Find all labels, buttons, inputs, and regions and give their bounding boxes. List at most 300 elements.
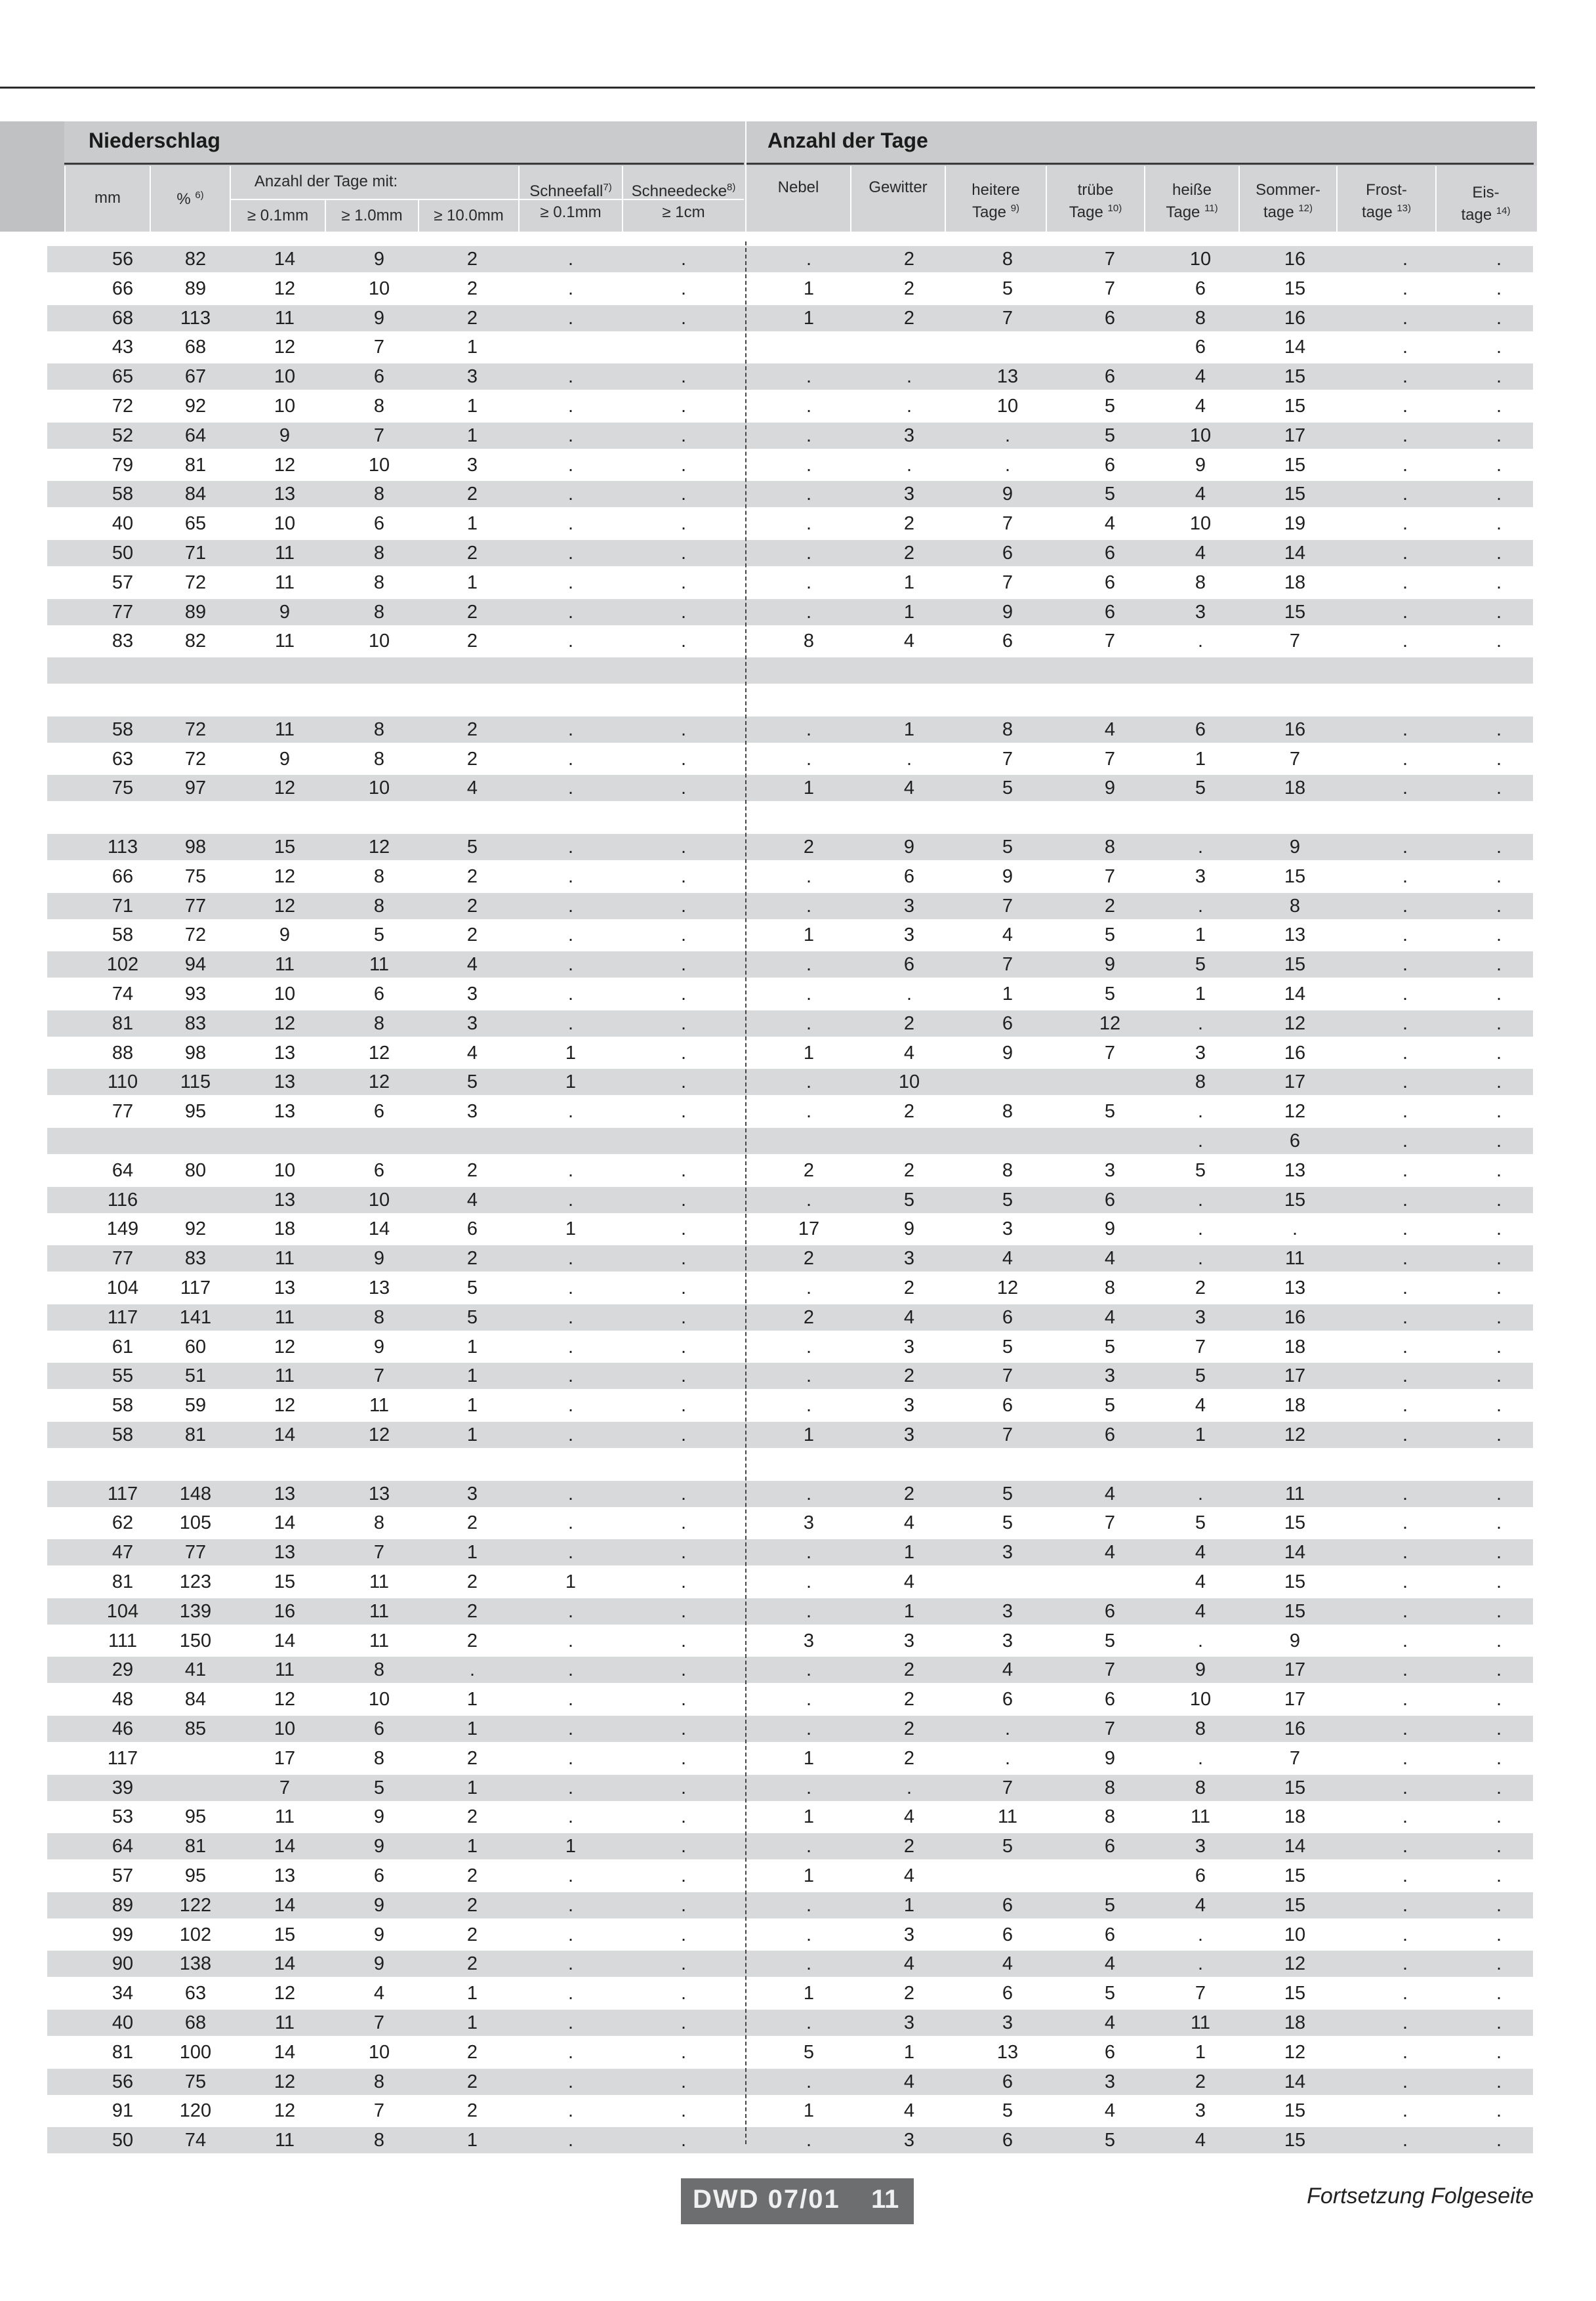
table-cell: . [680,513,687,535]
table-row [47,452,1533,478]
table-cell: 12 [1284,1953,1306,1975]
table-cell: 102 [179,1924,212,1945]
table-cell: 7 [373,1542,385,1564]
table-cell: . [806,2071,812,2092]
table-cell: . [680,1659,687,1681]
table-cell: . [680,1777,687,1798]
table-cell: 11 [369,954,390,976]
table-cell: 2 [466,631,478,652]
table-cell: 7 [373,2100,385,2122]
table-cell: . [806,396,812,417]
table-cell: 1 [565,1571,577,1592]
table-cell: 4 [1104,1542,1116,1564]
table-cell: 9 [279,601,291,623]
table-cell: 1 [803,1042,815,1064]
table-cell: 10 [368,278,390,299]
table-cell: 15 [1284,278,1306,299]
table-cell: . [1402,1689,1408,1710]
table-cell: 11 [274,954,295,976]
table-row [47,1010,1533,1037]
table-cell: 71 [112,895,134,917]
table-cell: 14 [1284,1542,1306,1564]
table-cell: 2 [903,1836,915,1857]
table-cell: 12 [368,837,390,858]
table-cell: 10 [1189,513,1212,535]
table-cell: 4 [1104,513,1116,535]
table-cell: 2 [466,865,478,887]
table-cell: 5 [1002,278,1013,299]
table-cell: 6 [373,984,385,1005]
table-cell: 17 [1284,1365,1306,1387]
table-cell: 110 [107,1071,138,1093]
table-cell: 83 [112,631,134,652]
table-cell: 79 [112,454,134,476]
table-cell: . [1496,1865,1502,1886]
table-cell: 2 [903,1365,915,1387]
table-cell: 64 [184,425,207,446]
table-cell: 65 [184,513,207,535]
table-cell: 3 [1195,1042,1206,1064]
table-cell: 3 [903,1924,915,1945]
table-cell: 8 [373,1306,385,1328]
table-cell: 9 [903,1218,915,1240]
table-cell: 15 [1284,1777,1306,1798]
table-cell: 11 [274,2012,295,2033]
table-cell: 15 [274,1571,296,1592]
table-cell: . [1496,865,1502,887]
table-row [47,423,1533,449]
table-cell: . [680,1042,687,1064]
table-cell: 9 [373,1806,385,1828]
table-cell: . [1496,1130,1502,1151]
table-cell: . [1402,1012,1408,1034]
table-cell: . [567,748,574,770]
table-cell: 13 [274,1101,296,1123]
table-cell: 12 [368,1042,390,1064]
table-cell: . [1197,631,1204,652]
table-cell: 6 [1104,543,1116,564]
table-cell: . [680,1512,687,1534]
table-cell: 68 [184,337,207,358]
table-cell: 9 [373,249,385,270]
table-cell: . [1402,1630,1408,1651]
table-cell: 4 [1104,1483,1116,1504]
table-row [47,922,1533,948]
table-cell: 8 [373,865,385,887]
table-cell: . [1496,718,1502,740]
table-cell: 15 [1284,865,1306,887]
table-cell: 7 [1104,278,1116,299]
table-cell: 58 [112,1395,134,1417]
table-cell: . [906,454,912,476]
table-row [47,1334,1533,1360]
table-cell: 61 [112,1336,134,1358]
table-cell: . [680,1924,687,1945]
table-cell: 17 [1284,1659,1306,1681]
table-cell: . [567,1894,574,1916]
table-cell: . [567,1395,574,1417]
table-cell: 14 [1284,1836,1306,1857]
table-cell: 2 [903,1483,915,1504]
col-header-anzahl-tage-mit: Anzahl der Tage mit: [254,173,398,190]
table-cell: 58 [112,1424,134,1445]
table-cell: . [1402,1659,1408,1681]
table-cell: 10 [368,777,390,799]
table-row [47,1128,1533,1154]
table-row [47,1275,1533,1301]
table-cell: 6 [1002,2130,1013,2151]
table-cell: 13 [368,1277,390,1298]
table-row [47,334,1533,360]
table-cell: . [567,2071,574,2092]
table-cell: 2 [903,1012,915,1034]
table-cell: . [1402,1042,1408,1064]
col-header-schneedecke-sub: ≥ 1cm [662,203,705,221]
table-cell: 3 [1104,1365,1116,1387]
table-cell: . [680,454,687,476]
table-cell: . [1197,1218,1204,1240]
table-cell: 7 [1104,1659,1116,1681]
table-cell: 65 [112,366,134,388]
table-cell: 6 [1104,2041,1116,2063]
badge-text: DWD 07/01 [693,2185,840,2214]
table-cell: . [567,777,574,799]
table-cell: 39 [112,1777,134,1798]
table-cell: 2 [903,1718,915,1739]
table-cell: . [1496,1189,1502,1211]
table-cell: . [680,1689,687,1710]
table-cell: 9 [279,748,291,770]
table-cell: . [567,1424,574,1445]
table-cell: 77 [112,1101,134,1123]
table-cell: . [1496,1071,1502,1093]
table-cell: . [680,865,687,887]
table-cell: 14 [274,1894,296,1916]
table-cell: 5 [1195,777,1206,799]
table-row [47,1833,1533,1859]
table-cell: . [1402,1865,1408,1886]
table-cell: . [1402,278,1408,299]
table-cell: 3 [1195,2100,1206,2122]
table-cell: . [567,1101,574,1123]
table-cell: 9 [1002,484,1013,505]
table-cell: . [1197,1189,1204,1211]
table-cell: 4 [1195,1600,1206,1622]
table-cell: . [806,984,812,1005]
table-cell: 7 [1002,748,1013,770]
table-cell: 10 [898,1071,920,1093]
table-cell: 14 [274,1836,296,1857]
table-cell: 75 [184,2071,207,2092]
table-row [47,599,1533,625]
table-cell: . [1004,1747,1011,1769]
table-row [47,2069,1533,2095]
table-cell: 59 [184,1395,207,1417]
table-cell: . [806,1836,812,1857]
col-header-mm: mm [94,189,121,207]
col-header-truebe-tage: trübe Tage $^{10)}$ [1069,181,1122,221]
table-cell: 7 [1104,865,1116,887]
table-cell: 5 [1002,1336,1013,1358]
table-cell: . [1496,2100,1502,2122]
table-cell: 1 [466,425,478,446]
table-cell: 141 [179,1306,212,1328]
table-cell: 74 [184,2130,207,2151]
table-cell: 56 [112,2071,134,2092]
table-row [47,1745,1533,1772]
table-cell: 40 [112,2012,134,2033]
table-row [47,1304,1533,1331]
table-cell: . [1402,1718,1408,1739]
table-cell: 9 [373,1894,385,1916]
table-row [47,1951,1533,1977]
table-cell: . [567,1542,574,1564]
table-cell: 2 [903,249,915,270]
table-cell: 12 [996,1277,1019,1298]
table-cell: . [1402,396,1408,417]
table-cell: . [680,2041,687,2063]
table-row [47,1187,1533,1213]
table-cell: 58 [112,924,134,946]
table-cell: 2 [903,1983,915,2004]
table-cell: 34 [112,1983,134,2004]
table-cell: 2 [466,1571,478,1592]
table-cell: 13 [274,1542,296,1564]
table-cell: 4 [903,1865,915,1886]
table-cell: 8 [1289,895,1301,917]
table-cell: . [567,425,574,446]
table-cell: 99 [112,1924,134,1945]
col-header-schneedecke: Schneedecke$^{8)}$ [631,182,736,200]
table-cell: 13 [996,2041,1019,2063]
table-cell: 1 [466,1395,478,1417]
table-cell: . [680,366,687,388]
table-cell: 3 [1104,1159,1116,1181]
table-cell: 15 [1284,1571,1306,1592]
table-row [47,1539,1533,1565]
table-cell: 41 [184,1659,207,1681]
table-cell: 15 [1284,601,1306,623]
page-number: 11 [871,2185,899,2214]
table-cell: 2 [466,1630,478,1651]
table-cell: . [1496,1012,1502,1034]
table-cell: 17 [798,1218,820,1240]
table-cell: . [680,2071,687,2092]
table-cell: . [680,631,687,652]
table-cell: 10 [274,396,296,417]
table-cell: 81 [112,1012,134,1034]
table-cell: 82 [184,631,207,652]
table-cell: 1 [803,924,815,946]
table-cell: 6 [373,1865,385,1886]
table-cell: . [680,1189,687,1211]
table-cell: 15 [1284,366,1306,388]
table-cell: . [680,1101,687,1123]
table-cell: . [680,1071,687,1093]
table-cell: . [567,249,574,270]
table-cell: 120 [179,2100,212,2122]
table-cell: 5 [373,924,385,946]
table-cell: 1 [903,1600,915,1622]
table-cell: 5 [1002,1836,1013,1857]
table-cell: . [1402,1806,1408,1828]
table-cell: 7 [373,337,385,358]
table-cell: . [1496,2012,1502,2033]
table-cell: 11 [274,1306,295,1328]
table-cell: 81 [112,1571,134,1592]
table-cell: 3 [1002,1630,1013,1651]
table-cell: 2 [466,307,478,329]
table-cell: . [806,366,812,388]
table-cell: 8 [373,543,385,564]
table-cell: . [806,2012,812,2033]
table-cell: 7 [373,1365,385,1387]
table-cell: 94 [184,954,207,976]
table-cell: 7 [1104,249,1116,270]
table-cell: 3 [466,1101,478,1123]
table-cell: 10 [1189,425,1212,446]
table-cell: . [1496,1101,1502,1123]
table-cell: . [1496,1806,1502,1828]
table-cell: 16 [1284,1306,1306,1328]
table-cell: 111 [108,1630,138,1651]
table-cell: . [1496,1248,1502,1270]
table-cell: . [567,954,574,976]
table-cell: 9 [903,837,915,858]
table-cell: 12 [1284,1101,1306,1123]
table-cell: 9 [373,1248,385,1270]
table-cell: 1 [1195,1424,1206,1445]
table-cell: 17 [1284,1689,1306,1710]
table-cell: 4 [903,631,915,652]
table-row [47,246,1533,272]
table-cell: 102 [106,954,139,976]
table-cell: 6 [1002,631,1013,652]
table-cell: . [1496,1395,1502,1417]
table-cell: 6 [1002,1983,1013,2004]
table-cell: 105 [179,1512,212,1534]
table-cell: . [680,1395,687,1417]
table-cell: 8 [373,484,385,505]
table-cell: . [1402,1894,1408,1916]
table-cell: 81 [184,1836,207,1857]
table-cell: . [1402,454,1408,476]
table-cell: 13 [274,1483,296,1504]
table-cell: . [1496,954,1502,976]
table-cell: 14 [274,249,296,270]
table-cell: 1 [466,1424,478,1445]
table-cell: 7 [1104,1042,1116,1064]
table-cell: 51 [184,1365,207,1387]
table-cell: . [806,954,812,976]
table-cell: 13 [274,1189,296,1211]
table-cell: 14 [1284,543,1306,564]
table-cell: 8 [1104,1277,1116,1298]
table-cell: . [680,1630,687,1651]
table-cell: 2 [466,1512,478,1534]
table-cell: . [1197,1747,1204,1769]
table-cell: 6 [1002,1012,1013,1034]
table-cell: . [1402,748,1408,770]
table-cell: . [806,571,812,593]
table-cell: 4 [903,1571,915,1592]
table-row [47,834,1533,860]
table-row [47,2127,1533,2153]
section-title-anzahl-tage: Anzahl der Tage [767,129,928,152]
table-cell: . [567,2041,574,2063]
table-cell: 77 [184,895,207,917]
table-cell: 15 [1284,1512,1306,1534]
table-cell: . [680,1718,687,1739]
table-cell: 1 [903,571,915,593]
table-cell: . [567,1718,574,1739]
table-cell: 6 [466,1218,478,1240]
table-cell: 11 [274,571,295,593]
table-cell: 13 [274,1042,296,1064]
table-cell: 10 [996,396,1019,417]
table-cell: . [906,748,912,770]
table-cell: 13 [1284,1277,1306,1298]
table-cell: 3 [1002,1218,1013,1240]
table-cell: . [1402,425,1408,446]
table-cell: 7 [1195,1336,1206,1358]
table-cell: 3 [903,1424,915,1445]
table-cell: . [680,984,687,1005]
table-cell: . [1402,1924,1408,1945]
table-cell: 6 [1104,1924,1116,1945]
table-row [47,1363,1533,1389]
table-cell: . [806,1101,812,1123]
table-cell: . [806,513,812,535]
table-cell: 8 [1195,1718,1206,1739]
table-cell: 5 [1104,396,1116,417]
table-cell: 4 [1195,543,1206,564]
table-cell: 3 [803,1512,815,1534]
table-row [47,1922,1533,1948]
table-cell: 52 [112,425,134,446]
table-cell: . [1402,307,1408,329]
table-cell: 93 [184,984,207,1005]
table-cell: 14 [274,1424,296,1445]
table-cell: 4 [1104,1306,1116,1328]
table-cell: 1 [466,1542,478,1564]
table-cell: 4 [1195,366,1206,388]
table-cell: 9 [373,1953,385,1975]
table-cell: 1 [803,307,815,329]
table-cell: . [680,1542,687,1564]
table-cell: 3 [903,2012,915,2033]
table-cell: 7 [1104,1718,1116,1739]
table-row [47,1628,1533,1654]
table-cell: 5 [1195,1365,1206,1387]
table-cell: 12 [274,1983,296,2004]
table-cell: 2 [466,1924,478,1945]
table-cell: 8 [1104,1806,1116,1828]
table-cell: 3 [1195,1836,1206,1857]
table-cell: . [680,2100,687,2122]
table-cell: . [1496,2041,1502,2063]
table-cell: 2 [803,837,815,858]
table-cell: 15 [1284,1865,1306,1886]
table-cell: . [680,278,687,299]
table-cell: . [1496,1042,1502,1064]
col-header-100mm: ≥ 10.0mm [434,207,504,224]
table-cell: 12 [368,1424,390,1445]
table-cell: 15 [1284,1189,1306,1211]
table-cell: 9 [1104,954,1116,976]
table-cell: 6 [373,1101,385,1123]
table-cell: 3 [903,1248,915,1270]
